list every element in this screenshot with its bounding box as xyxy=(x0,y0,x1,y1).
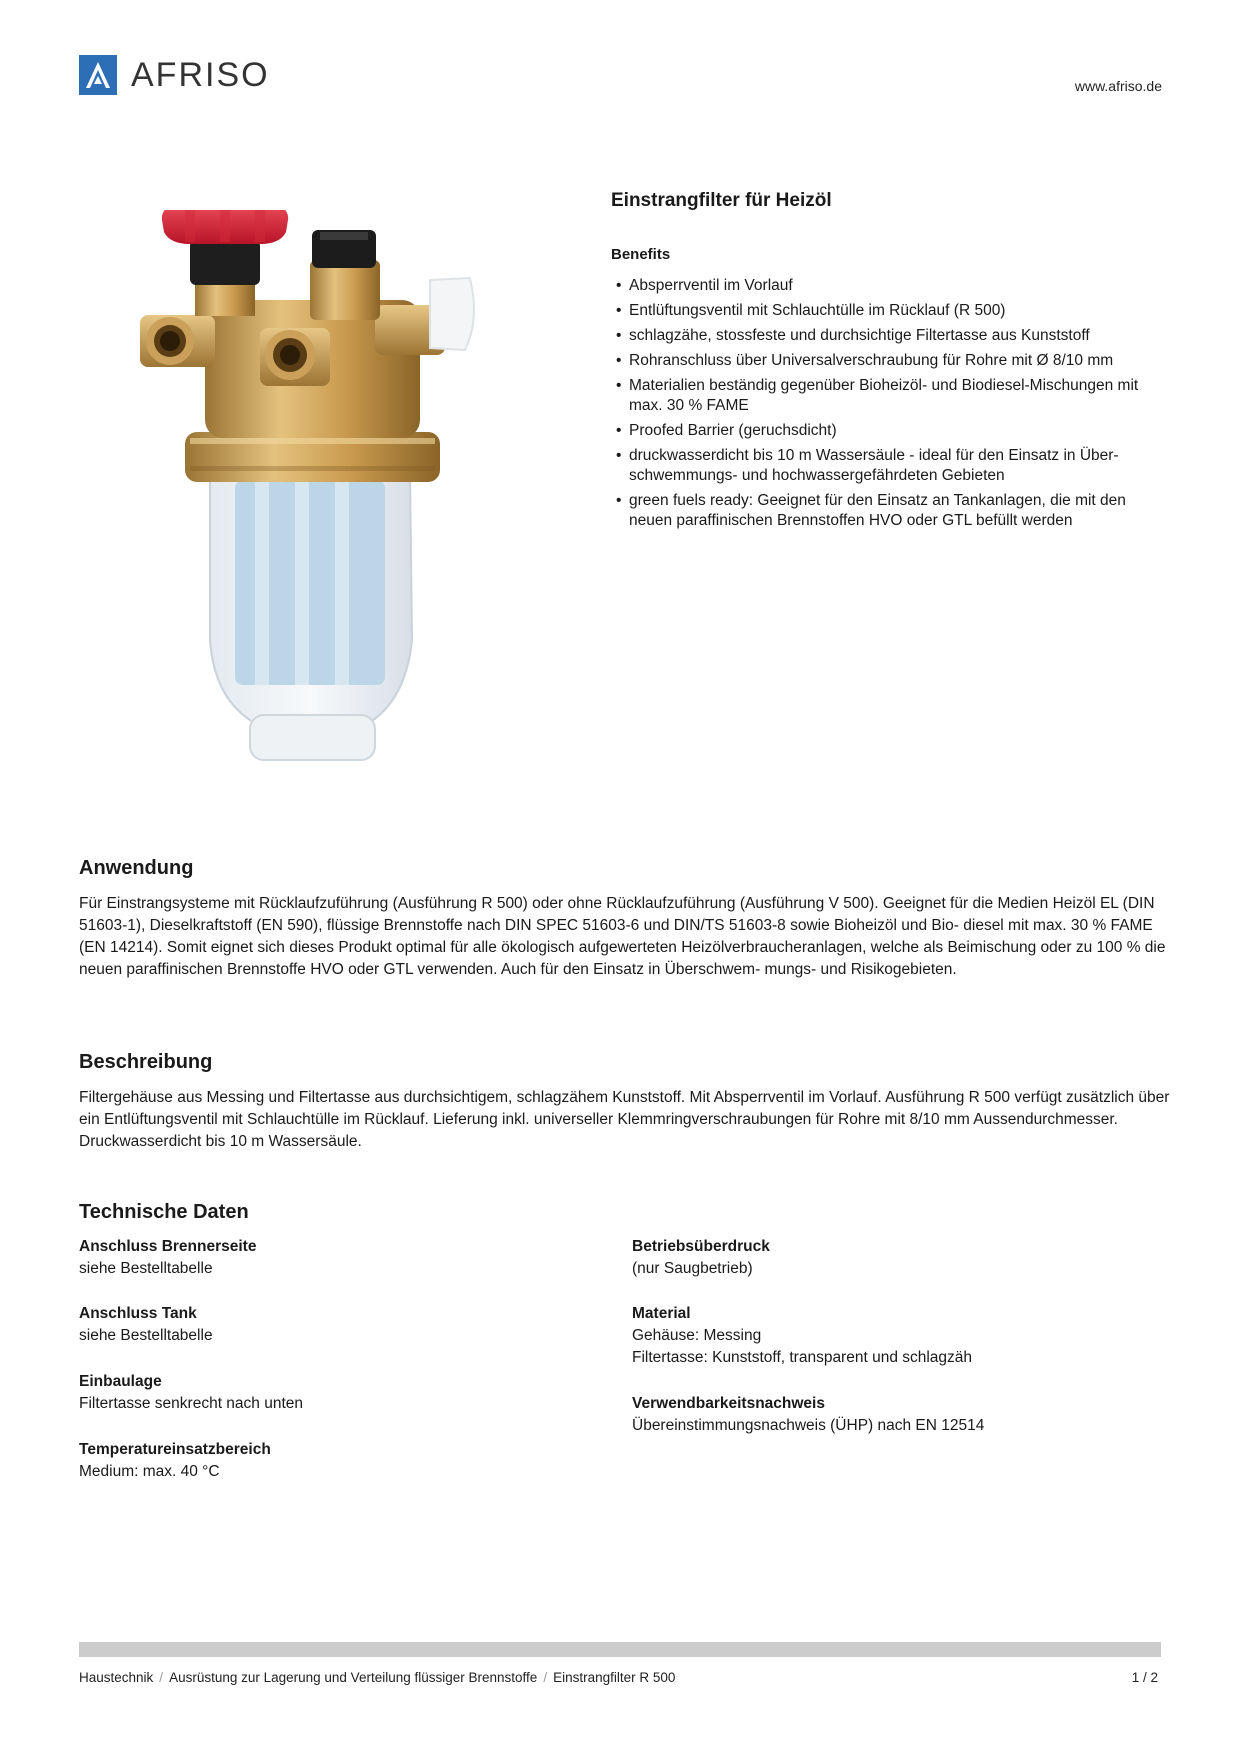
benefit-item: • Absperrventil im Vorlauf xyxy=(611,276,1171,296)
spec-value: siehe Bestelltabelle xyxy=(79,1327,213,1344)
breadcrumb-separator: / xyxy=(159,1670,164,1685)
spec-value: siehe Bestelltabelle xyxy=(79,1260,213,1277)
page-number: 1 / 2 xyxy=(1131,1670,1158,1685)
brand-name: AFRISO xyxy=(131,56,270,94)
spec-label: Verwendbarkeitsnachweis xyxy=(632,1395,825,1412)
beschreibung-text: Filtergehäuse aus Messing und Filtertasse aus durchsichtigem, schlagzähem Kunststoff. Mit Absperrventil im Vorlauf. Ausführung R 500 verfügt zusätzlich über ein Entlüftungsventil mit Schlauchtülle im Rücklauf. Lieferung inkl. universeller Klemmringverschraubungen für Rohre mit 8/10 mm Aussendurchmesser. Druckwasserdicht bis 10 m Wassersäule. xyxy=(79,1089,1170,1150)
benefits-list xyxy=(611,276,1171,536)
spec-label: Anschluss Brennerseite xyxy=(79,1238,257,1255)
spec-value: (nur Saugbetrieb) xyxy=(632,1260,753,1277)
breadcrumb-item-haustechnik[interactable]: Haustechnik xyxy=(79,1670,154,1685)
spec-label: Material xyxy=(632,1305,691,1322)
spec-value: Gehäuse: Messing xyxy=(632,1327,762,1344)
benefits-heading: Benefits xyxy=(611,246,671,263)
section-title-anwendung: Anwendung xyxy=(79,857,194,879)
spec-verwendbarkeitsnachweis xyxy=(632,1393,1112,1437)
spec-anschluss-tank xyxy=(79,1303,559,1347)
benefit-item: • druckwasserdicht bis 10 m Wassersäule - ideal für den Einsatz in Über- schwemmungs- und hochwassergefährdeten Gebieten xyxy=(611,446,1171,486)
benefit-item: • Proofed Barrier (geruchsdicht) xyxy=(611,421,1171,441)
benefit-item: • Materialien beständig gegenüber Bioheizöl- und Biodiesel-Mischungen mit max. 30 % FAME xyxy=(611,376,1171,416)
breadcrumb xyxy=(79,1670,675,1685)
benefit-item: • schlagzähe, stossfeste und durchsichtige Filtertasse aus Kunststoff xyxy=(611,326,1171,346)
spec-label: Temperatureinsatzbereich xyxy=(79,1441,271,1458)
spec-value: Medium: max. 40 °C xyxy=(79,1463,220,1480)
product-image xyxy=(130,210,550,780)
anwendung-text: Für Einstrangsysteme mit Rücklaufzuführung (Ausführung R 500) oder ohne Rücklaufzuführung (Ausführung V 500). Geeignet für die Medien Heizöl EL (DIN 51603-1), Dieselkraftstoff (EN 590), flüssige Brennstoffe nach DIN SPEC 51603-6 und DIN/TS 51603-8 sowie Bioheizöl und Bio- diesel mit max. 30 % FAME (EN 14214). Somit eignet sich dieses Produkt optimal für alle ökologisch aufgewerteten Heizölverbraucheranlagen, welche als Beimischung oder zu 100 % die neuen paraffinischen Brennstoffe HVO oder GTL verwenden. Auch für den Einsatz in Überschwem- mungs- und Risikogebieten. xyxy=(79,895,1166,978)
spec-betriebsueberdruck xyxy=(632,1236,1112,1280)
breadcrumb-separator: / xyxy=(543,1670,548,1685)
breadcrumb-item-einstrangfilter[interactable]: Einstrangfilter R 500 xyxy=(553,1670,676,1685)
spec-value: Filtertasse: Kunststoff, transparent und schlagzäh xyxy=(632,1349,973,1366)
section-title-technische-daten: Technische Daten xyxy=(79,1201,249,1223)
benefit-item: • green fuels ready: Geeignet für den Einsatz an Tankanlagen, die mit den neuen paraffinischen Brennstoffen HVO oder GTL befüllt werden xyxy=(611,491,1171,531)
footer-divider-bar xyxy=(79,1642,1161,1657)
spec-value: Übereinstimmungsnachweis (ÜHP) nach EN 12514 xyxy=(632,1417,985,1434)
spec-anschluss-brennerseite xyxy=(79,1236,559,1280)
afriso-logo-icon xyxy=(79,55,117,95)
website-url[interactable]: www.afriso.de xyxy=(1074,78,1162,94)
spec-temperatureinsatzbereich xyxy=(79,1439,559,1483)
spec-material xyxy=(632,1303,1112,1369)
spec-label: Anschluss Tank xyxy=(79,1305,197,1322)
spec-label: Einbaulage xyxy=(79,1373,162,1390)
spec-value: Filtertasse senkrecht nach unten xyxy=(79,1395,304,1412)
benefit-item: • Entlüftungsventil mit Schlauchtülle im Rücklauf (R 500) xyxy=(611,301,1171,321)
section-title-beschreibung: Beschreibung xyxy=(79,1051,213,1073)
product-title: Einstrangfilter für Heizöl xyxy=(611,190,832,211)
benefit-item: • Rohranschluss über Universalverschraubung für Rohre mit Ø 8/10 mm xyxy=(611,351,1171,371)
afriso-logo xyxy=(79,55,270,95)
spec-einbaulage xyxy=(79,1371,559,1415)
spec-label: Betriebsüberdruck xyxy=(632,1238,770,1255)
breadcrumb-item-ausruestung[interactable]: Ausrüstung zur Lagerung und Verteilung flüssiger Brennstoffe xyxy=(169,1670,538,1685)
